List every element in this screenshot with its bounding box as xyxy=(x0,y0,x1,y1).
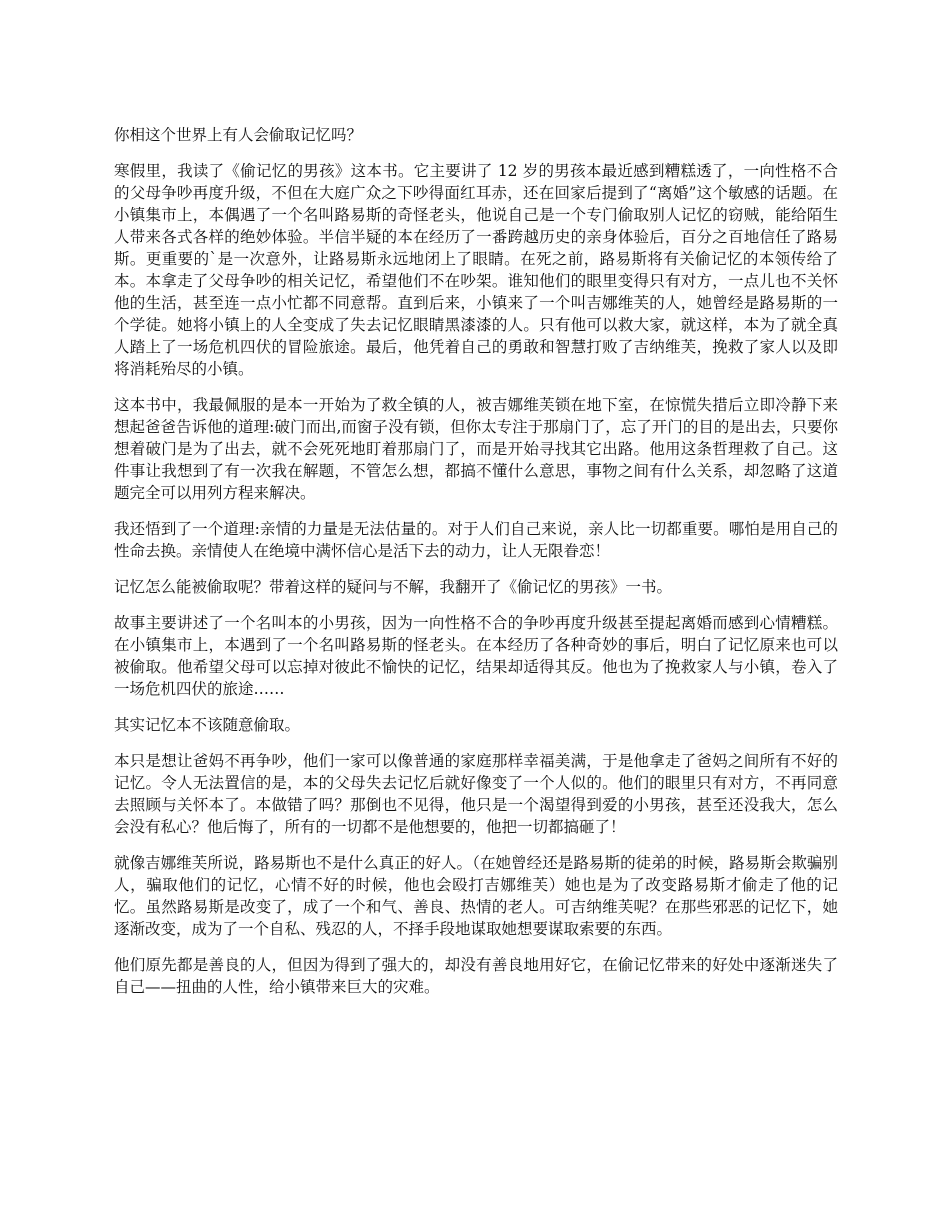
paragraph-second-intro: 记忆怎么能被偷取呢？带着这样的疑问与不解，我翻开了《偷记忆的男孩》一书。 xyxy=(114,578,673,596)
paragraph-conclusion: 他们原先都是善良的人，但因为得到了强大的，却没有善良地用好它，在偷记忆带来的好处中逐渐迷失了自己——扭曲的人性，给小镇带来巨大的灾难。 xyxy=(114,956,838,996)
paragraph-book-summary: 寒假里，我读了《偷记忆的男孩》这本书。它主要讲了 12 岁的男孩本最近感到糟糕透了，一向性格不合的父母争吵再度升级，不但在大庭广众之下吵得面红耳赤，还在回家后提到了“离婚”这个敏感的话题。在小镇集市上，本偶遇了一个名叫路易斯的奇怪老头，他说自己是一个专门偷取别人记忆的窃贼，能给陌生人带来各式各样的绝妙体验。半信半疑的本在经历了一番跨越历史的亲身体验后，百分之百地信任了路易斯。更重要的`是一次意外，让路易斯永远地闭上了眼睛。在死之前，路易斯将有关偷记忆的本领传给了本。本拿走了父母争吵的相关记忆，希望他们不在吵架。谁知他们的眼里变得只有对方，一点儿也不关怀他的生活，甚至连一点小忙都不同意帮。直到后来，小镇来了一个叫吉娜维芙的人，她曾经是路易斯的一个学徒。她将小镇上的人全变成了失去记忆眼睛黑漆漆的人。只有他可以救大家，就这样，本为了就全真人踏上了一场危机四伏的冒险旅途。最后，他凭着自己的勇敢和智慧打败了吉纳维芙，挽救了家人以及即将消耗殆尽的小镇。 xyxy=(114,162,838,378)
paragraph-opening-question: 你相这个世界上有人会偷取记忆吗？ xyxy=(114,126,363,144)
paragraph-family-lesson: 我还悟到了一个道理:亲情的力量是无法估量的。对于人们自己来说，亲人比一切都重要。哪怕是用自己的性命去换。亲情使人在绝境中满怀信心是活下去的动力，让人无限眷恋！ xyxy=(114,520,838,560)
document-body xyxy=(114,124,838,1012)
paragraph-admired-moment: 这本书中，我最佩服的是本一开始为了救全镇的人，被吉娜维芙锁在地下室，在惊慌失措后立即冷静下来想起爸爸告诉他的道理:破门而出,而窗子没有锁，但你太专注于那扇门了，忘了开门的目的是出去，只要你想着破门是为了出去，就不会死死地盯着那扇门了，而是开始寻找其它出路。他用这条哲理救了自己。这件事让我想到了有一次我在解题，不管怎么想，都搞不懂什么意思，事物之间有什么关系，却忽略了这道题完全可以用列方程来解决。 xyxy=(114,396,838,502)
paragraph-memory-thesis: 其实记忆本不该随意偷取。 xyxy=(114,716,301,734)
paragraph-ben-reflection: 本只是想让爸妈不再争吵，他们一家可以像普通的家庭那样幸福美满，于是他拿走了爸妈之间所有不好的记忆。令人无法置信的是，本的父母失去记忆后就好像变了一个人似的。他们的眼里只有对方，不再同意去照顾与关怀本了。本做错了吗？那倒也不见得，他只是一个渴望得到爱的小男孩，甚至还没我大，怎么会没有私心？他后悔了，所有的一切都不是他想要的，他把一切都搞砸了！ xyxy=(114,752,838,836)
paragraph-story-outline: 故事主要讲述了一个名叫本的小男孩，因为一向性格不合的争吵再度升级甚至提起离婚而感到心情糟糕。在小镇集市上，本遇到了一个名叫路易斯的怪老头。在本经历了各种奇妙的事后，明白了记忆原来也可以被偷取。他希望父母可以忘掉对彼此不愉快的记忆，结果却适得其反。他也为了挽救家人与小镇，卷入了一场危机四伏的旅途…… xyxy=(114,614,838,698)
paragraph-genevieve-reflection: 就像吉娜维芙所说，路易斯也不是什么真正的好人。（在她曾经还是路易斯的徒弟的时候，路易斯会欺骗别人，骗取他们的记忆，心情不好的时候，他也会殴打吉娜维芙）她也是为了改变路易斯才偷走了他的记忆。虽然路易斯是改变了，成了一个和气、善良、热情的老人。可吉纳维芙呢？在那些邪恶的记忆下，她逐渐改变，成为了一个自私、残忍的人，不择手段地谋取她想要谋取索要的东西。 xyxy=(114,854,838,938)
